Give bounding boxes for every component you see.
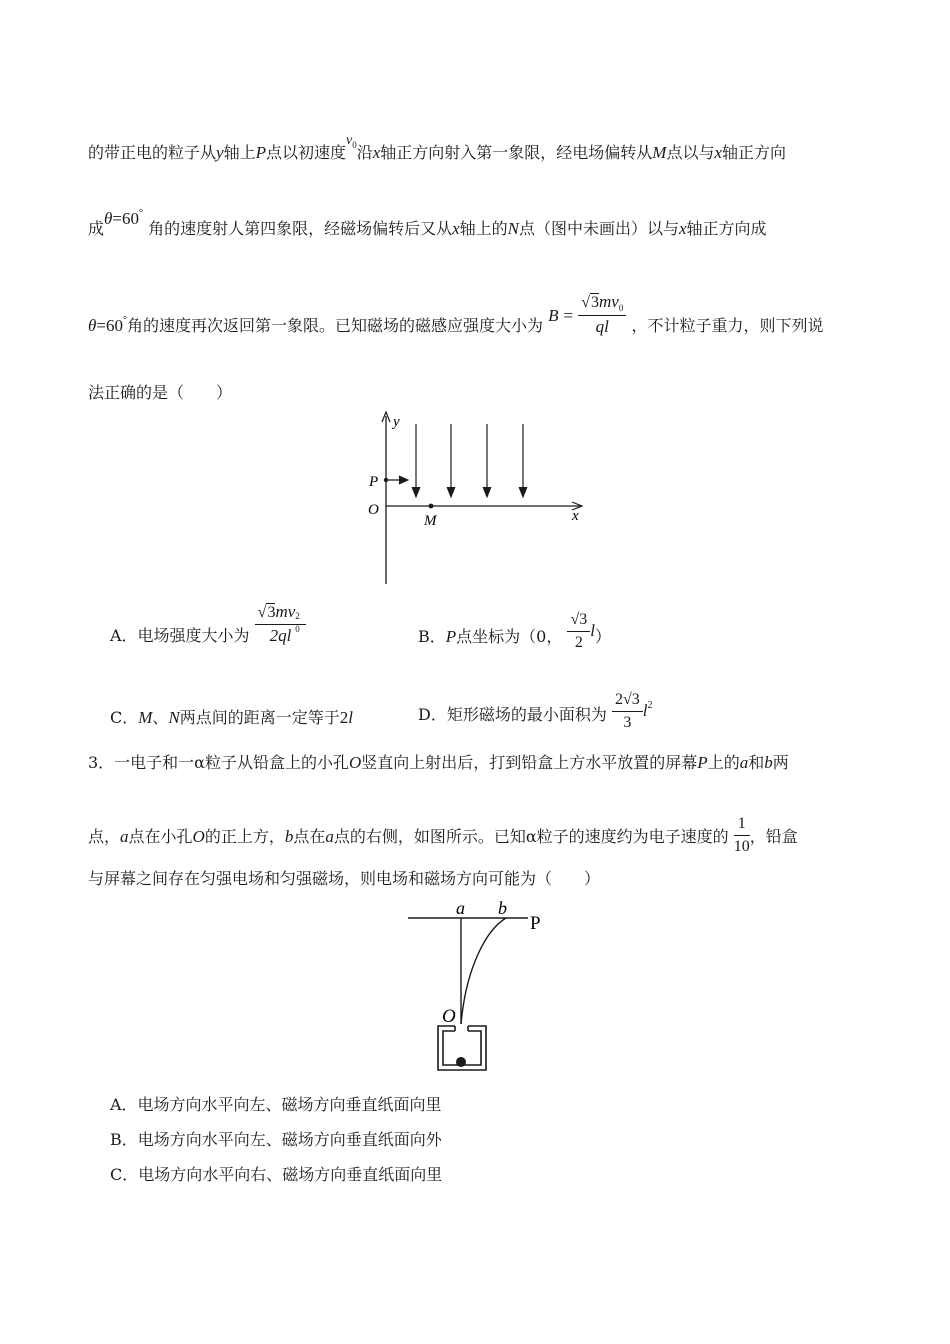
magnetic-field-fraction: $\frac{√3mv_0}{ql}$ bbox=[578, 292, 626, 337]
x-axis-label: x bbox=[572, 508, 579, 524]
q3-option-a: A．电场方向水平向左、磁场方向垂直纸面向里 bbox=[110, 1095, 442, 1114]
origin-label: O bbox=[368, 502, 379, 518]
q2-line-1: 的带正电的粒子从y轴上P点以初速度$v_0$沿x轴正方向射入第一象限，经电场偏转从M点以与x轴正方向 bbox=[88, 133, 787, 162]
m-label: M bbox=[424, 513, 437, 529]
p-screen-label: P bbox=[530, 913, 541, 934]
field-diagram bbox=[360, 408, 600, 588]
q2-option-d: D．矩形磁场的最小面积为 $\frac{2√3}{3}$ $l^2$ bbox=[418, 691, 653, 731]
q3-option-b: B．电场方向水平向左、磁场方向垂直纸面向外 bbox=[110, 1130, 442, 1149]
lead-box-diagram bbox=[400, 896, 560, 1076]
q2-option-c: C．M、N两点间的距离一定等于2l bbox=[110, 708, 354, 727]
q2-option-a: A．电场强度大小为 √3mv 2 0 2ql bbox=[110, 606, 306, 650]
y-axis-label: y bbox=[393, 414, 400, 430]
b-label: b bbox=[498, 898, 507, 918]
q3-line-3: 与屏幕之间存在匀强电场和匀强磁场，则电场和磁场方向可能为（ ） bbox=[88, 869, 601, 888]
point-m bbox=[429, 504, 434, 509]
min-area-fraction: $\frac{2√3}{3}$ bbox=[612, 690, 643, 733]
q3-line-2: 点，a点在小孔O的正上方，b点在a点的右侧，如图所示。已知α粒子的速度约为电子速度的 $\frac{1}{10}$ ，铅盒 bbox=[88, 815, 798, 855]
q2-option-b: B．P点坐标为（0， $\frac{√3}{2}$ l） bbox=[418, 611, 611, 651]
path-to-b bbox=[461, 918, 506, 1024]
o-hole-label: O bbox=[442, 1006, 456, 1027]
p-label: P bbox=[369, 474, 379, 490]
field-strength-fraction: √3mv 2 0 2ql bbox=[255, 602, 307, 646]
q2-line-2: 成θ=60° 角的速度射人第四象限，经磁场偏转后又从x轴上的N点（图中未画出）以与x轴正方向成 bbox=[88, 208, 767, 238]
a-label: a bbox=[456, 898, 465, 918]
particle-source bbox=[456, 1057, 466, 1067]
speed-ratio-fraction: $\frac{1}{10}$ bbox=[733, 815, 750, 855]
q3-option-c: C．电场方向水平向右、磁场方向垂直纸面向里 bbox=[110, 1165, 443, 1184]
q2-line-3: θ=60°角的速度再次返回第一象限。已知磁场的磁感应强度大小为 B = $\frac{√3mv_0}{ql}$ ，不计粒子重力，则下列说 bbox=[88, 292, 824, 336]
q2-line-4: 法正确的是（ ） bbox=[88, 383, 233, 402]
q3-line-1: 3．一电子和一α粒子从铅盒上的小孔O竖直向上射出后，打到铅盒上方水平放置的屏幕P上的a和b两 bbox=[88, 753, 789, 772]
p-coordinate-fraction: $\frac{√3}{2}$ bbox=[567, 610, 590, 653]
